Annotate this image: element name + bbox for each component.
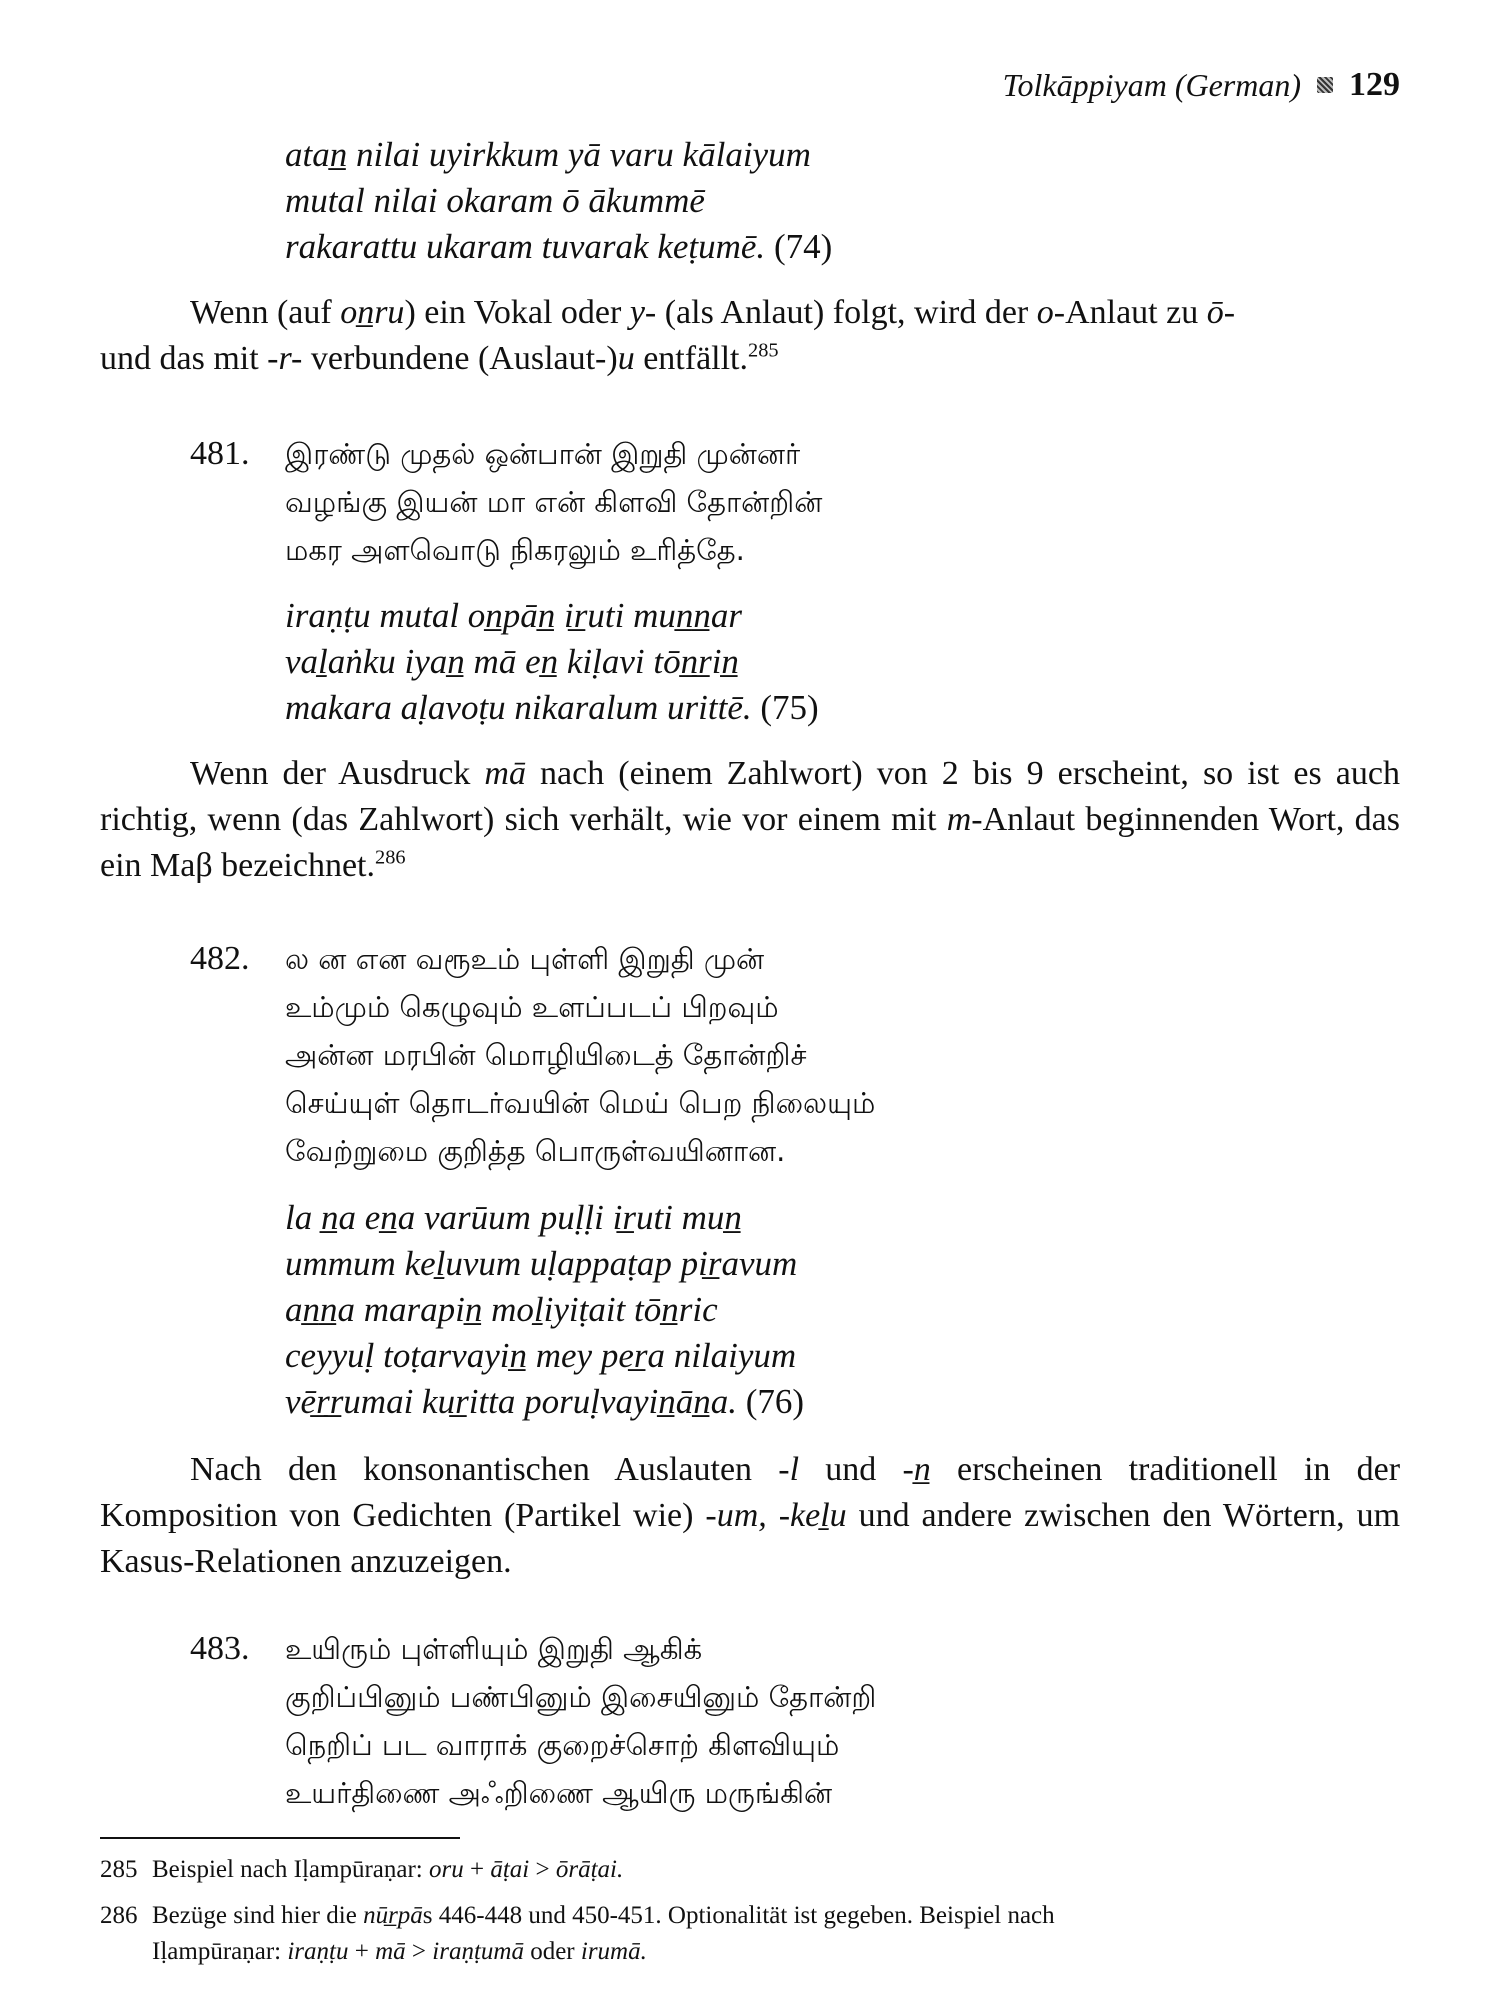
verse-number: 483. <box>190 1630 250 1667</box>
verse-number: 482. <box>190 940 250 977</box>
tamil-line: குறிப்பினும் பண்பினும் இசையினும் தோன்றி <box>285 1680 877 1714</box>
tamil-line: நெறிப் பட வாராக் குறைச்சொற் கிளவியும் <box>285 1728 840 1762</box>
tamil-line: உயர்திணை அஃறிணை ஆயிரு மருங்கின் <box>285 1776 833 1810</box>
tamil-line: ல ன என வரூஉம் புள்ளி இறுதி முன் <box>285 942 765 976</box>
translation-paragraph-74: Wenn (auf on̲ru) ein Vokal oder y- (als Anlaut) folgt, wird der o-Anlaut zu ō- und das mit -r- verbundene (Auslaut-)u entfällt.$^{285}$ <box>100 294 1236 377</box>
footnote-286: 286 Bezüge sind hier die nūr̲pās 446-448 und 450-451. Optionalität ist gegeben. Beispiel nach Iḷampūraṇar: iraṇṭu + mā > iraṇṭumā oder irumā. <box>100 1898 1400 1970</box>
transliteration-75 <box>285 593 819 731</box>
translit-line: iraṇṭu mutal on̲pān̲ ir̲uti mun̲n̲ar <box>285 596 742 635</box>
tamil-line: மகர அளவொடு நிகரலும் உரித்தே. <box>285 533 745 567</box>
footnote-number: 285 <box>100 1856 138 1883</box>
verse-ref: (75) <box>760 688 819 727</box>
tamil-line: இரண்டு முதல் ஒன்பான் இறுதி முன்னர் <box>285 437 801 471</box>
translit-line: ummum keḻuvum uḷappaṭap pir̲avum <box>285 1244 798 1283</box>
footnote-number: 286 <box>100 1902 138 1929</box>
footnote-divider <box>100 1837 460 1839</box>
running-header <box>1003 66 1400 104</box>
tamil-line: அன்ன மரபின் மொழியிடைத் தோன்றிச் <box>285 1038 807 1072</box>
translit-line: an̲n̲a marapin̲ moḻiyiṭait tōn̲ric <box>285 1290 718 1329</box>
footnote-285: 285 Beispiel nach Iḷampūraṇar: oru + āṭai > ōrāṭai. <box>100 1852 1400 1888</box>
tamil-line: வேற்றுமை குறித்த பொருள்வயினான. <box>285 1134 786 1168</box>
translation-paragraph-75: Wenn der Ausdruck mā nach (einem Zahlwort) von 2 bis 9 erscheint, so ist es auch richtig, wenn (das Zahlwort) sich verhält, wie vor einem mit m-Anlaut beginnenden Wort, das ein Maβ bezeichnet.$^{286}$ <box>100 755 1400 884</box>
footnote-ref[interactable]: 286 <box>375 846 406 869</box>
verse-number: 481. <box>190 435 250 472</box>
page-number: 129 <box>1349 66 1400 103</box>
translit-line: ceyyuḷ toṭarvayin̲ mey per̲a nilaiyum <box>285 1336 797 1375</box>
footnote-ref[interactable]: 285 <box>748 339 779 362</box>
translit-line: mutal nilai okaram ō ākummē <box>285 181 705 220</box>
tamil-line: உம்மும் கெழுவும் உளப்படப் பிறவும் <box>285 990 779 1024</box>
translit-line: makara aḷavoṭu nikaralum urittē. <box>285 688 752 727</box>
translit-line: vaḻaṅku iyan̲ mā en̲ kiḷavi tōn̲r̲in̲ <box>285 642 739 681</box>
transliteration-76 <box>285 1195 804 1425</box>
translit-line: vēr̲r̲umai kur̲itta poruḷvayin̲ān̲a. <box>285 1382 738 1421</box>
running-title: Tolkāppiyam (German) <box>1002 66 1301 103</box>
transliteration-74 <box>285 132 832 270</box>
ornament-icon <box>1317 77 1333 93</box>
translation-paragraph-76: Nach den konsonantischen Auslauten -l und -n̲ erscheinen traditionell in der Komposition von Gedichten (Partikel wie) -um, -keḻu und andere zwischen den Wörtern, um Kasus-Relationen anzuzeigen. <box>100 1451 1401 1580</box>
translit-line: rakarattu ukaram tuvarak keṭumē. <box>285 227 766 266</box>
verse-ref: (74) <box>773 227 833 266</box>
tamil-line: செய்யுள் தொடர்வயின் மெய் பெற நிலையும் <box>285 1086 876 1120</box>
translit-line: la n̲a en̲a varūum puḷḷi ir̲uti mun̲ <box>285 1198 742 1237</box>
verse-ref: (76) <box>745 1382 805 1421</box>
tamil-line: வழங்கு இயன் மா என் கிளவி தோன்றின் <box>285 485 823 519</box>
translit-line: atan̲ nilai uyirkkum yā varu kālaiyum <box>285 135 811 174</box>
book-page <box>100 0 1400 2000</box>
tamil-line: உயிரும் புள்ளியும் இறுதி ஆகிக் <box>285 1632 703 1666</box>
